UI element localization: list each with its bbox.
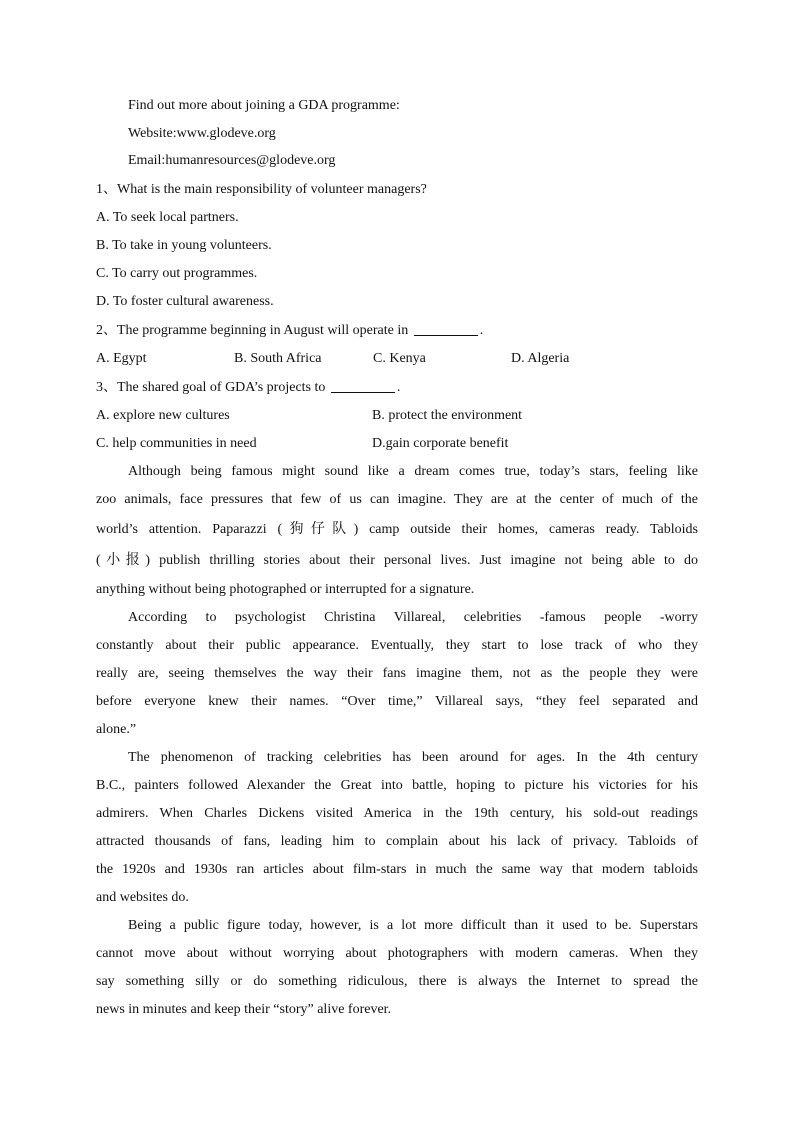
passage-line: alone.” bbox=[96, 721, 137, 737]
passage-paragraph-1 bbox=[96, 458, 698, 604]
passage-paragraph-3 bbox=[96, 744, 698, 912]
question-1-option-b: B. To take in young volunteers. bbox=[96, 237, 272, 253]
passage-line: Being a public figure today, however, is a lot more difficult than it used to be. Superstars bbox=[128, 917, 698, 933]
question-3-option-c: C. help communities in need bbox=[96, 435, 257, 451]
question-2-option-a: A. Egypt bbox=[96, 350, 147, 366]
passage-line: zoo animals, face pressures that few of us can imagine. They are at the center of much of the bbox=[96, 491, 698, 507]
question-2-blank bbox=[414, 321, 478, 336]
passage-line: Although being famous might sound like a dream comes true, today’s stars, feeling like bbox=[128, 463, 698, 479]
info-find-out: Find out more about joining a GDA programme: bbox=[128, 98, 400, 113]
passage-line: attracted thousands of fans, leading him to complain about his lack of privacy. Tabloids of bbox=[96, 833, 698, 849]
document-content bbox=[96, 92, 698, 1024]
passage-line: B.C., painters followed Alexander the Great into battle, hoping to picture his victories for his bbox=[96, 777, 698, 793]
question-3-option-d: D.gain corporate benefit bbox=[372, 435, 509, 451]
passage-line: before everyone knew their names. “Over time,” Villareal says, “they feel separated and bbox=[96, 693, 698, 709]
question-2-option-c: C. Kenya bbox=[373, 350, 426, 366]
passage-line: really are, seeing themselves the way their fans imagine them, not as the people they were bbox=[96, 665, 698, 681]
passage-line: cannot move about without worrying about photographers with modern cameras. When they bbox=[96, 945, 698, 961]
passage-paragraph-4 bbox=[96, 912, 698, 1024]
passage-line: According to psychologist Christina Villareal, celebrities -famous people -worry bbox=[128, 609, 698, 625]
question-2-stem-text: 2、The programme beginning in August will operate in bbox=[96, 322, 409, 338]
passage-line: constantly about their public appearance. Eventually, they start to lose track of who they bbox=[96, 637, 698, 653]
question-3-stem-end: . bbox=[396, 379, 401, 395]
question-2-option-d: D. Algeria bbox=[511, 350, 570, 366]
question-2-stem-end: . bbox=[479, 322, 484, 338]
passage-line: admirers. When Charles Dickens visited America in the 19th century, his sold-out readings bbox=[96, 805, 698, 821]
question-2-options bbox=[96, 345, 698, 373]
info-website: Website:www.glodeve.org bbox=[128, 125, 276, 141]
passage-line: world’s attention. Paparazzi (狗仔队) camp outside their homes, cameras ready. Tabloids bbox=[96, 521, 698, 537]
passage-line: (小报) publish thrilling stories about their personal lives. Just imagine not being able to do bbox=[96, 552, 698, 568]
question-3-option-a: A. explore new cultures bbox=[96, 407, 230, 423]
question-3-stem bbox=[96, 373, 698, 402]
question-2-option-b: B. South Africa bbox=[234, 350, 322, 366]
passage-line: say something silly or do something ridiculous, there is always the Internet to spread the bbox=[96, 973, 698, 989]
passage-line: and websites do. bbox=[96, 889, 189, 905]
passage-paragraph-2 bbox=[96, 604, 698, 744]
question-3-option-b: B. protect the environment bbox=[372, 407, 523, 423]
passage-line: news in minutes and keep their “story” alive forever. bbox=[96, 1001, 392, 1017]
info-email: Email:humanresources@glodeve.org bbox=[128, 153, 336, 168]
question-1-option-c: C. To carry out programmes. bbox=[96, 265, 258, 281]
question-3-stem-text: 3、The shared goal of GDA’s projects to bbox=[96, 379, 326, 395]
question-2-stem bbox=[96, 316, 698, 345]
question-1-stem: 1、What is the main responsibility of volunteer managers? bbox=[96, 181, 427, 197]
question-1-option-a: A. To seek local partners. bbox=[96, 209, 239, 225]
passage-line: The phenomenon of tracking celebrities has been around for ages. In the 4th century bbox=[128, 749, 698, 765]
passage-line: the 1920s and 1930s ran articles about film-stars in much the same way that modern tabloids bbox=[96, 861, 698, 877]
question-3-blank bbox=[331, 378, 395, 393]
question-1-option-d: D. To foster cultural awareness. bbox=[96, 293, 274, 309]
passage-line: anything without being photographed or interrupted for a signature. bbox=[96, 581, 475, 597]
question-3-options-row-1 bbox=[96, 402, 698, 430]
question-3-options-row-2 bbox=[96, 430, 698, 458]
